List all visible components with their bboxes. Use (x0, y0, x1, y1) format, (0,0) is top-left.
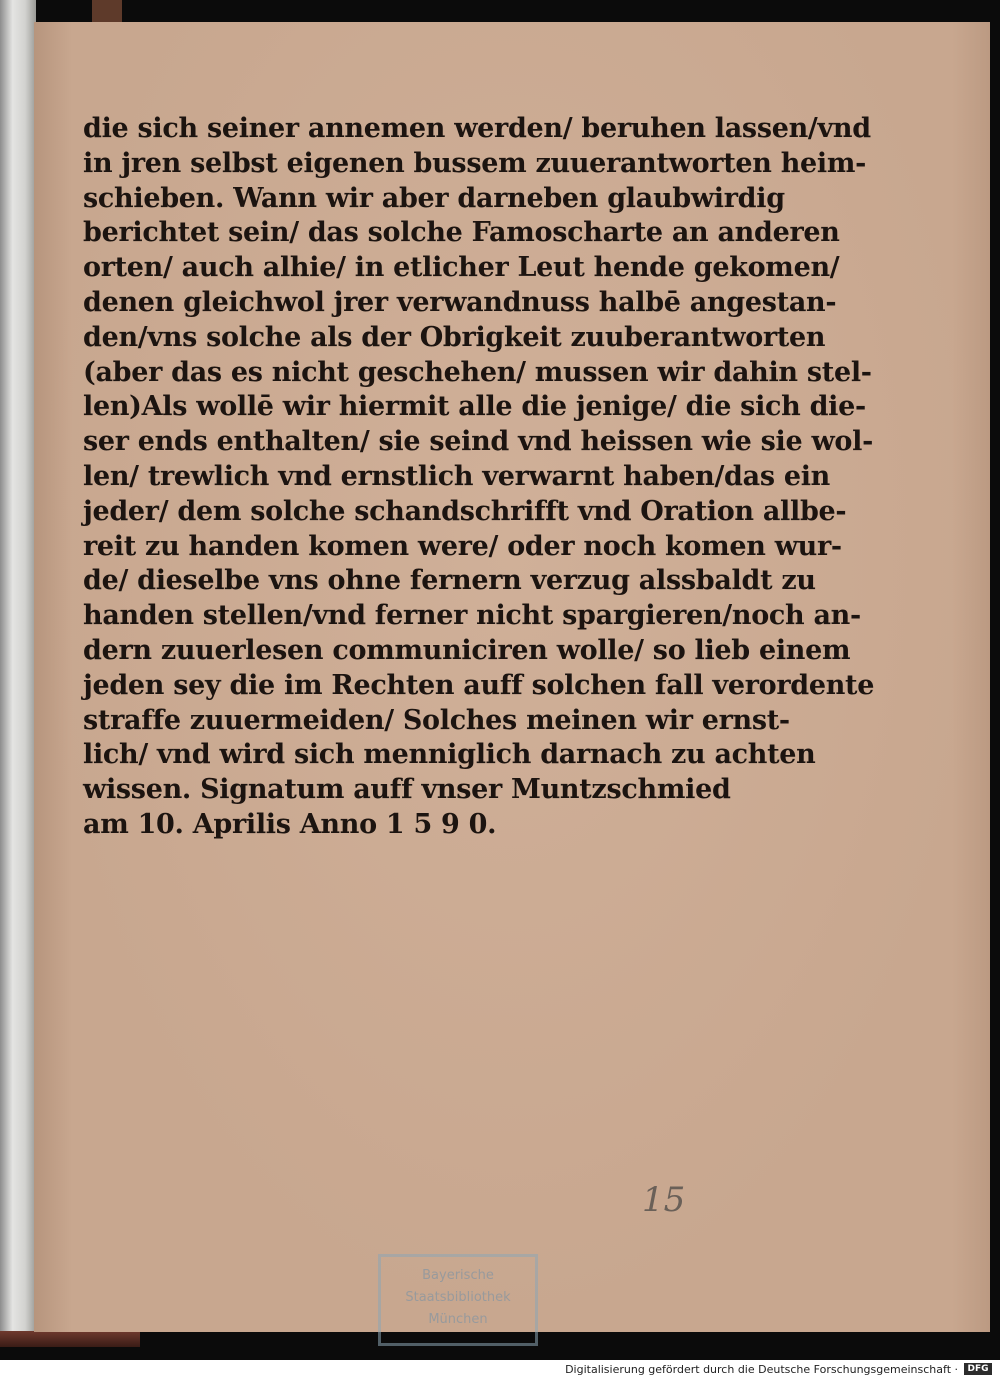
text-line: reit zu handen komen were/ oder noch komen wur- (83, 530, 842, 562)
text-line: jeden sey die im Rechten auff solchen fall verordente (83, 669, 875, 701)
text-line: orten/ auch alhie/ in etlicher Leut hende gekomen/ (83, 252, 840, 284)
text-line: len/ trewlich vnd ernstlich verwarnt haben/das ein (83, 460, 830, 492)
handwritten-page-number: 15 (642, 1180, 686, 1220)
text-line: die sich seiner annemen werden/ beruhen lassen/vnd (83, 113, 871, 144)
footer-bar (0, 1360, 1000, 1378)
text-line: ser ends enthalten/ sie seind vnd heissen wie sie wol- (83, 426, 873, 458)
library-stamp (378, 1254, 538, 1346)
text-line: jeder/ dem solche schandschrifft vnd Oration allbe- (83, 495, 847, 527)
book-edge (0, 0, 36, 1340)
text-line: dern zuuerlesen communiciren wolle/ so lieb einem (83, 634, 851, 666)
binding-tab (92, 0, 122, 22)
stamp-line: Staatsbibliothek (405, 1290, 511, 1305)
text-line: am 10. Aprilis Anno 1 5 9 0. (83, 808, 497, 840)
text-line: de/ dieselbe vns ohne fernern verzug alssbaldt zu (83, 565, 816, 597)
text-line: den/vns solche als der Obrigkeit zuuberantworten (83, 321, 826, 353)
text-line: straffe zuuermeiden/ Solches meinen wir ernst- (83, 704, 790, 736)
footer-credit: Digitalisierung gefördert durch die Deutsche Forschungsgemeinschaft · (565, 1363, 958, 1376)
dfg-logo-icon: DFG (964, 1363, 992, 1375)
body-text (83, 112, 875, 843)
text-line: (aber das es nicht geschehen/ mussen wir dahin stel- (83, 356, 872, 388)
text-line: berichtet sein/ das solche Famoscharte an anderen (83, 217, 840, 249)
text-line: in jren selbst eigenen bussem zuuerantworten heim- (83, 147, 867, 179)
text-line: lich/ vnd wird sich menniglich darnach zu achten (83, 739, 816, 771)
binding-strip (0, 1331, 140, 1347)
text-line: handen stellen/vnd ferner nicht spargieren/noch an- (83, 600, 861, 632)
stamp-line: München (428, 1312, 488, 1327)
stamp-line: Bayerische (422, 1268, 494, 1283)
text-line: wissen. Signatum auff vnser Muntzschmied (83, 774, 731, 806)
text-line: schieben. Wann wir aber darneben glaubwirdig (83, 182, 785, 214)
text-line: denen gleichwol jrer verwandnuss halbē angestan- (83, 286, 837, 318)
text-line: len)Als wollē wir hiermit alle die jenige/ die sich die- (83, 391, 866, 423)
document-page (34, 22, 990, 1332)
